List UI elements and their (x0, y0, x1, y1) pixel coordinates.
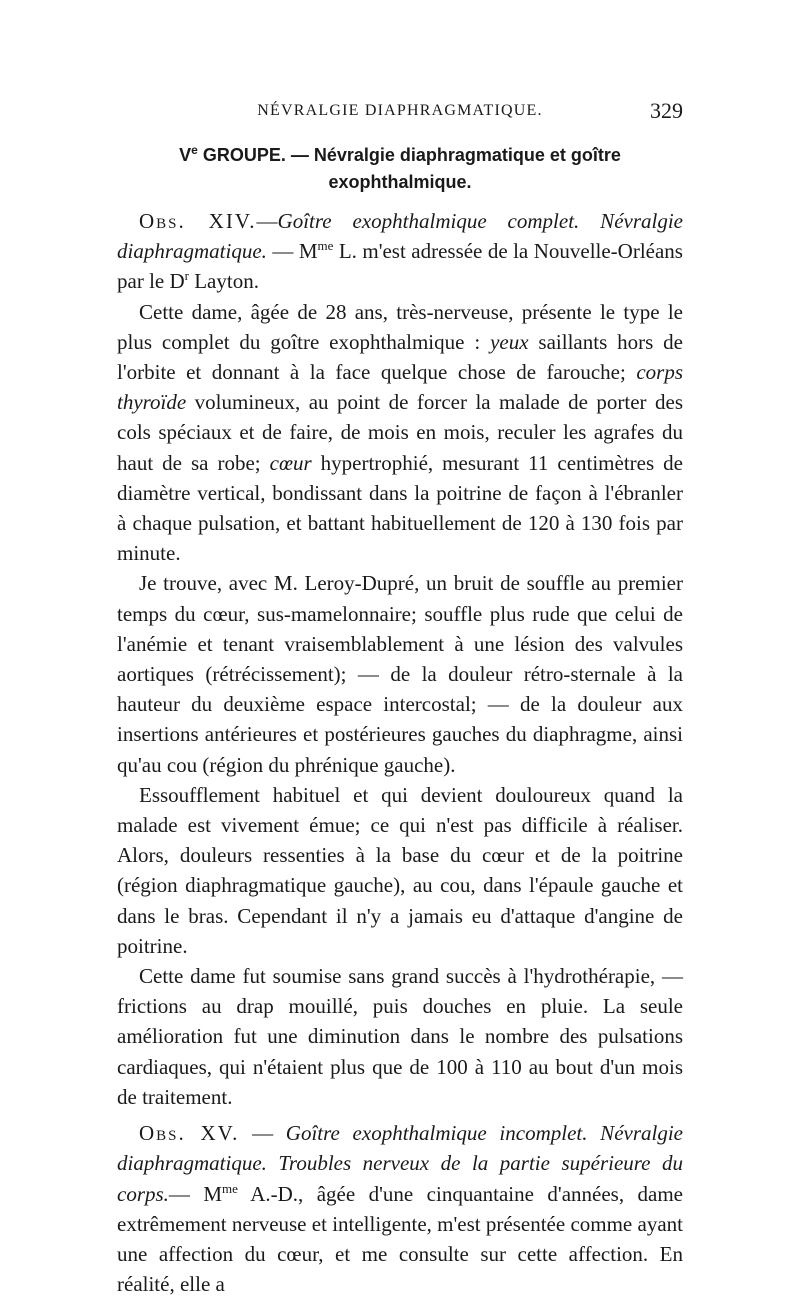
honorific-sup: me (222, 1180, 238, 1196)
observation-label: Obs. XIV. (139, 209, 257, 233)
intro-text: L. m'est adressée de la Nouvelle-Orléans par le D (117, 239, 683, 294)
text-run: hypertrophié, mesurant 11 centimètres de diamètre vertical, bondissant dans la poitrine de façon à l'ébranler à chaque pulsation, et battant habituellement de 120 à 130 fois par minute. (117, 450, 683, 566)
running-head (117, 98, 683, 124)
observation-xv-heading (117, 1118, 683, 1299)
honorific-sup: r (184, 268, 189, 284)
group-sup: e (191, 143, 198, 157)
text-run: Cette dame, âgée de 28 ans, très-nerveuse, présente le type le plus complet du goître exophthalmique : (117, 299, 683, 354)
paragraph: Cette dame fut soumise sans grand succès à l'hydrothérapie, —frictions au drap mouillé, puis douches en pluie. La seule amélioration fut une diminution dans le nombre des pulsations cardiaques, qui n'étaient plus que de 100 à 110 au bout d'un mois de traitement. (117, 964, 683, 1109)
text-run: volumineux, au point de forcer la malade de porter des cols spéciaux et de faire, de mois en mois, reculer les agrafes du haut de sa robe; (117, 390, 683, 475)
dash: — (239, 1121, 286, 1146)
intro-text: Layton. (188, 269, 259, 294)
paragraph (117, 297, 683, 569)
observation-title: Goître exophthalmique complet. Névralgie diaphragmatique. (117, 209, 683, 264)
intro-text: — M (266, 239, 318, 264)
text-run: saillants hors de l'orbite et donnant à la face quelque chose de farouche; (117, 329, 683, 385)
italic-term: corps thyroïde (117, 360, 683, 415)
observation-title: Goître exophthalmique incomplet. Névralgie diaphragmatique. Troubles nerveux de la partie supérieure du corps. (117, 1121, 683, 1206)
paragraph: Essoufflement habituel et qui devient douloureux quand la malade est vivement émue; ce qui n'est pas difficile à réaliser. Alors, douleurs ressenties à la base du cœur et de la poitrine (région diaphragmatique gauche), au cou, dans l'épaule gauche et dans le bras. Cependant il n'y a jamais eu d'attaque d'angine de poitrine. (117, 782, 683, 958)
observation-xiv-heading (117, 206, 683, 297)
group-roman: V (179, 145, 192, 165)
section-heading-text: GROUPE. — Névralgie diaphragmatique et goître exophthalmique. (202, 145, 621, 192)
paragraph: Je trouve, avec M. Leroy-Dupré, un bruit de souffle au premier temps du cœur, sus-mamelonnaire; souffle plus rude que celui de l'anémie et tenant vraisemblablement à une lésion des valvules aortiques (rétrécissement); — de la douleur rétro-sternale à la hauteur du deuxième espace intercostal; — de la douleur aux insertions antérieures et postérieures gauches du diaphragme, ainsi qu'au cou (région du phrénique gauche). (117, 571, 683, 777)
observation-label: Obs. XV. (139, 1121, 240, 1146)
dash: — (256, 209, 278, 233)
section-heading (117, 142, 683, 196)
italic-term: yeux (490, 329, 529, 354)
body-text (117, 142, 683, 1299)
running-title: NÉVRALGIE DIAPHRAGMATIQUE. (257, 102, 543, 119)
italic-term: cœur (269, 450, 312, 475)
page-number: 329 (650, 98, 683, 123)
intro-text: — M (168, 1181, 223, 1206)
honorific-sup: me (317, 238, 334, 254)
intro-text: A.-D., âgée d'une cinquantaine d'années, dame extrêmement nerveuse et intelligente, m'est présentée comme ayant une affection du cœur, et me consulte sur cette affection. En réalité, elle a (117, 1181, 683, 1297)
